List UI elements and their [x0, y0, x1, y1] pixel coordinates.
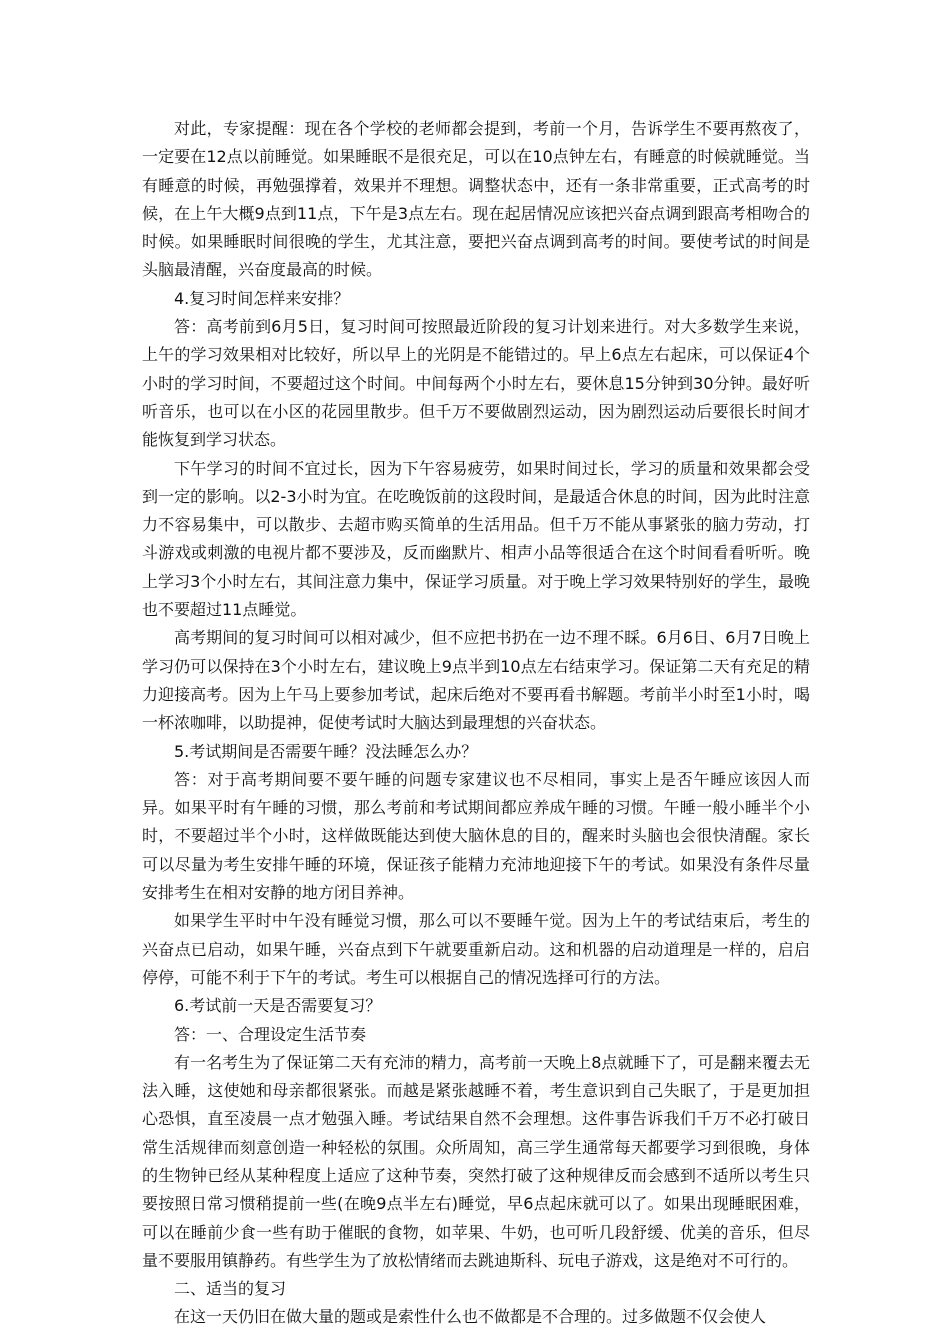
document-page — [142, 115, 810, 1332]
heading-question-4: 4.复习时间怎样来安排？ — [174, 288, 350, 308]
heading-part-2: 二、适当的复习 — [174, 1279, 287, 1299]
heading-question-6: 6.考试前一天是否需要复习？ — [174, 996, 382, 1016]
paragraph-answer-4: 答：高考前到6月5日，复习时间可按照最近阶段的复习计划来进行。对大多数学生来说，上午的学习效果相对比较好，所以早上的光阴是不能错过的。早上6点左右起床，可以保证4个小时的学习时间，不要超过这个时间。中间每两个小时左右，要休息15分钟到30分钟。最好听听音乐，也可以在小区的花园里散步。但千万不要做剧烈运动，因为剧烈运动后要很长时间才能恢复到学习状态。 — [142, 317, 810, 450]
paragraph-expert-advice: 对此，专家提醒：现在各个学校的老师都会提到，考前一个月，告诉学生不要再熬夜了，一定要在12点以前睡觉。如果睡眠不是很充足，可以在10点钟左右，有睡意的时候就睡觉。当有睡意的时候，再勉强撑着，效果并不理想。调整状态中，还有一条非常重要，正式高考的时候，在上午大概9点到11点，下午是3点左右。现在起居情况应该把兴奋点调到跟高考相吻合的时候。如果睡眠时间很晚的学生，尤其注意，要把兴奋点调到高考的时间。要使考试的时间是头脑最清醒，兴奋度最高的时候。 — [142, 119, 810, 280]
paragraph-afternoon-study: 下午学习的时间不宜过长，因为下午容易疲劳，如果时间过长，学习的质量和效果都会受到一定的影响。以2-3小时为宜。在吃晚饭前的这段时间，是最适合休息的时间，因为此时注意力不容易集中，可以散步、去超市购买简单的生活用品。但千万不能从事紧张的脑力劳动，打斗游戏或刺激的电视片都不要涉及，反而幽默片、相声小品等很适合在这个时间看看听听。晚上学习3个小时左右，其间注意力集中，保证学习质量。对于晚上学习效果特别好的学生，最晚也不要超过11点睡觉。 — [142, 458, 810, 620]
heading-answer-6-part-1: 答：一、合理设定生活节奏 — [174, 1024, 367, 1044]
heading-question-5: 5.考试期间是否需要午睡？没法睡怎么办？ — [174, 741, 478, 761]
paragraph-no-nap-habit: 如果学生平时中午没有睡觉习惯，那么可以不要睡午觉。因为上午的考试结束后，考生的兴奋点已启动，如果午睡，兴奋点到下午就要重新启动。这和机器的启动道理是一样的，启启停停，可能不利于下午的考试。考生可以根据自己的情况选择可行的方法。 — [142, 911, 810, 987]
paragraph-exam-period-review: 高考期间的复习时间可以相对减少，但不应把书扔在一边不理不睬。6月6日、6月7日晚上学习仍可以保持在3个小时左右，建议晚上9点半到10点左右结束学习。保证第二天有充足的精力迎接高考。因为上午马上要参加考试，起床后绝对不要再看书解题。考前半小时至1小时，喝一杯浓咖啡，以助提神，促使考试时大脑达到最理想的兴奋状态。 — [142, 628, 810, 733]
paragraph-appropriate-review: 在这一天仍旧在做大量的题或是索性什么也不做都是不合理的。过多做题不仅会使人 — [174, 1307, 767, 1327]
paragraph-answer-5: 答：对于高考期间要不要午睡的问题专家建议也不尽相同，事实上是否午睡应该因人而异。如果平时有午睡的习惯，那么考前和考试期间都应养成午睡的习惯。午睡一般小睡半个小时，不要超过半个小时，这样做既能达到使大脑休息的目的，醒来时头脑也会很快清醒。家长可以尽量为考生安排午睡的环境，保证孩子能精力充沛地迎接下午的考试。如果没有条件尽量安排考生在相对安静的地方闭目养神。 — [142, 769, 810, 903]
paragraph-sleep-rhythm: 有一名考生为了保证第二天有充沛的精力，高考前一天晚上8点就睡下了，可是翻来覆去无法入睡，这使她和母亲都很紧张。而越是紧张越睡不着，考生意识到自己失眠了，于是更加担心恐惧，直至凌晨一点才勉强入睡。考试结果自然不会理想。这件事告诉我们千万不必打破日常生活规律而刻意创造一种轻松的氛围。众所周知，高三学生通常每天都要学习到很晚，身体的生物钟已经从某种程度上适应了这种节奏，突然打破了这种规律反而会感到不适所以考生只要按照日常习惯稍提前一些(在晚9点半左右)睡觉，早6点起床就可以了。如果出现睡眠困难，可以在睡前少食一些有助于催眠的食物，如苹果、牛奶，也可听几段舒缓、优美的音乐，但尽量不要服用镇静药。有些学生为了放松情绪而去跳迪斯科、玩电子游戏，这是绝对不可行的。 — [142, 1052, 810, 1270]
